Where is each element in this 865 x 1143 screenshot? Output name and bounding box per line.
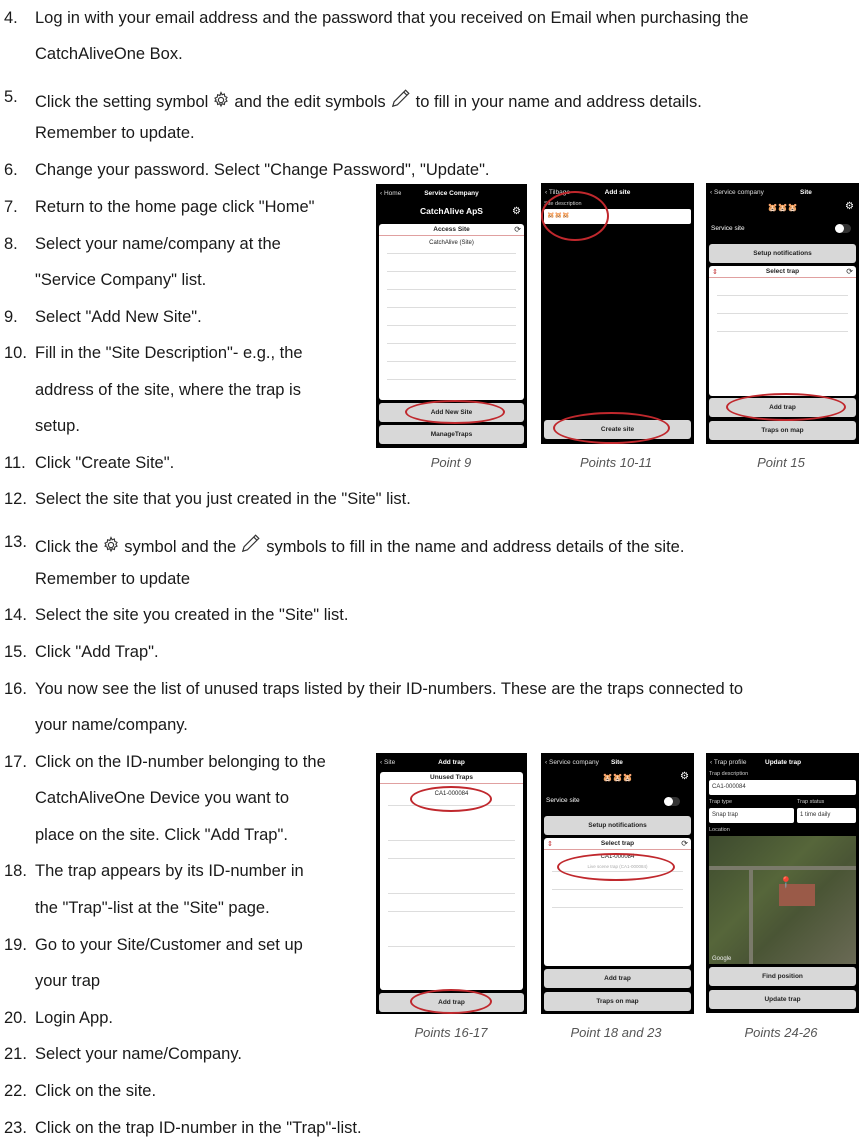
step-text: symbol and the [124, 538, 237, 556]
list-item[interactable]: CatchAlive (Site) [387, 236, 516, 254]
pencil-icon [240, 532, 262, 554]
map-brand: Google [712, 956, 732, 962]
step-number: 8. [4, 235, 18, 253]
trap-status-select[interactable]: 1 time daily [797, 808, 856, 823]
step-line [35, 532, 684, 557]
step-text: Select "Add New Site". [35, 308, 202, 326]
caption: Point 15 [757, 455, 805, 470]
trap-status-label: Trap status [797, 799, 825, 805]
step-text: Select the site you created in the "Site" list. [35, 606, 349, 624]
back-label: Trap profile [713, 759, 747, 766]
step-number: 9. [4, 308, 18, 326]
step-text: You now see the list of unused traps listed by their ID-numbers. These are the traps connected to [35, 680, 744, 698]
create-site-button[interactable]: Create site [544, 420, 691, 439]
caption: Points 10-11 [579, 455, 653, 470]
step-number: 10. [4, 344, 27, 362]
step-line [35, 971, 100, 991]
step-number: 12. [4, 490, 27, 508]
list-header: Select trap [709, 266, 856, 278]
nav-title: Site [800, 189, 812, 196]
back-button[interactable]: ‹ Service company [710, 189, 764, 196]
highlight-oval [410, 786, 492, 812]
step-line [35, 861, 304, 881]
step-text: address of the site, where the trap is [35, 381, 301, 399]
site-description-label: Site description [544, 201, 582, 207]
step-line [35, 1008, 113, 1028]
step-number: 6. [4, 161, 18, 179]
step-text: and the edit symbols [234, 93, 386, 111]
step-line [35, 307, 202, 327]
trap-description-label: Trap description [709, 771, 749, 777]
step-number: 20. [4, 1009, 27, 1027]
back-button[interactable]: ‹ Tilbage [545, 189, 570, 196]
traps-on-map-button[interactable]: Traps on map [709, 421, 856, 440]
step-text: your trap [35, 972, 101, 990]
step-number: 11. [4, 454, 26, 472]
add-trap-button[interactable]: Add trap [544, 969, 691, 988]
step-line [35, 416, 80, 436]
site-description-input[interactable]: 🐹🐹🐹 [544, 209, 691, 224]
location-label: Location [709, 827, 730, 833]
caption: Points 16-17 [414, 1025, 488, 1040]
step-line [35, 752, 326, 772]
step-line [35, 935, 303, 955]
trap-subtitle: Live scene trap (CA1-000084) [587, 864, 648, 869]
step-line [35, 715, 188, 735]
step-number: 18. [4, 862, 27, 880]
step-line [35, 1118, 362, 1138]
nav-title: Add trap [438, 759, 465, 766]
step-number: 17. [4, 753, 27, 771]
back-button[interactable]: ‹ Trap profile [710, 759, 747, 766]
gear-icon[interactable]: ⚙ [680, 771, 689, 782]
step-line [35, 270, 206, 290]
step-text: Click on the ID-number belonging to the [35, 753, 326, 771]
screenshot-add-trap [376, 753, 527, 1014]
step-text: Select your name/company at the [35, 235, 281, 253]
screenshot-service-company [376, 184, 527, 448]
step-line [35, 8, 749, 28]
refresh-icon[interactable]: ⟳ [514, 225, 521, 234]
step-text: to fill in your name and address details. [415, 93, 702, 111]
step-text: Click "Add Trap". [35, 643, 159, 661]
step-line [35, 123, 195, 143]
add-trap-button[interactable]: Add trap [709, 398, 856, 417]
step-number: 15. [4, 643, 27, 661]
highlight-oval [410, 989, 492, 1014]
satellite-map[interactable] [709, 836, 856, 964]
step-text: CatchAliveOne Box. [35, 45, 183, 63]
back-label: Tilbage [548, 189, 570, 196]
sort-icon[interactable]: ⇕ [712, 269, 718, 276]
add-trap-button[interactable]: Add trap [379, 993, 524, 1012]
step-line [35, 160, 490, 180]
gear-icon [102, 536, 120, 554]
nav-title: Service Company [424, 190, 479, 197]
back-button[interactable]: ‹ Site [380, 759, 396, 766]
step-text: setup. [35, 417, 80, 435]
service-site-toggle[interactable] [835, 224, 851, 233]
step-line [35, 343, 303, 363]
step-number: 13. [4, 533, 27, 551]
setup-notifications-button[interactable]: Setup notifications [709, 244, 856, 263]
highlight-oval [541, 191, 609, 241]
caption: Point 18 and 23 [570, 1025, 662, 1040]
step-line [35, 679, 743, 699]
highlight-oval [557, 853, 675, 881]
list-item-trap[interactable]: CA1-000084 [388, 784, 515, 806]
gear-icon[interactable]: ⚙ [845, 201, 854, 212]
service-site-label: Service site [711, 225, 745, 232]
find-position-button[interactable]: Find position [709, 967, 856, 986]
back-label: Site [383, 759, 396, 766]
back-home[interactable]: ‹ Home [380, 190, 402, 197]
screenshot-site-with-trap [541, 753, 694, 1014]
step-line [35, 380, 301, 400]
back-label: Service company [713, 189, 764, 196]
step-line [35, 788, 289, 808]
step-text: CatchAliveOne Device you want to [35, 789, 290, 807]
nav-title: Add site [604, 189, 631, 196]
step-number: 7. [4, 198, 18, 216]
step-line [35, 642, 159, 662]
site-name: 🐹🐹🐹 [767, 203, 798, 212]
refresh-icon[interactable]: ⟳ [681, 839, 688, 848]
step-text: Click on the site. [35, 1082, 157, 1100]
pencil-icon [390, 87, 412, 109]
manage-traps-button[interactable]: ManageTraps [379, 425, 524, 444]
step-text: The trap appears by its ID-number in [35, 862, 304, 880]
step-number: 22. [4, 1082, 27, 1100]
trap-type-label: Trap type [709, 799, 733, 805]
traps-on-map-button[interactable]: Traps on map [544, 992, 691, 1011]
step-text: Fill in the "Site Description"- e.g., the [35, 344, 303, 362]
step-text: Go to your Site/Customer and set up [35, 936, 303, 954]
caption: Points 24-26 [744, 1025, 818, 1040]
step-line [35, 605, 348, 625]
highlight-oval [405, 400, 505, 424]
step-line [35, 1081, 156, 1101]
step-number: 19. [4, 936, 27, 954]
step-text: Select the site that you just created in the "Site" list. [35, 490, 411, 508]
refresh-icon[interactable]: ⟳ [846, 267, 853, 276]
step-text: Click on the trap ID-number in the "Trap"-list. [35, 1119, 362, 1137]
step-number: 23. [4, 1119, 27, 1137]
step-text: the "Trap"-list at the "Site" page. [35, 899, 270, 917]
service-site-label: Service site [546, 797, 580, 804]
caption: Point 9 [430, 455, 472, 470]
step-line [35, 898, 270, 918]
step-text: Change your password. Select "Change Password", "Update". [35, 161, 490, 179]
setup-notifications-button[interactable]: Setup notifications [544, 816, 691, 835]
step-line [35, 44, 183, 64]
step-line [35, 1044, 242, 1064]
step-line [35, 197, 315, 217]
list-header: Access Site [379, 224, 524, 236]
step-text: Remember to update [35, 570, 191, 588]
list-header: Select trap [544, 838, 691, 850]
step-line [35, 489, 411, 509]
step-text: Click "Create Site". [35, 454, 175, 472]
step-line [35, 569, 190, 589]
trap-type-select[interactable]: Snap trap [709, 808, 794, 823]
company-heading: CatchAlive ApS [420, 206, 483, 216]
step-number: 16. [4, 680, 27, 698]
step-text: symbols to fill in the name and address details of the site. [266, 538, 685, 556]
back-label: Service company [548, 759, 599, 766]
nav-title: Site [611, 759, 623, 766]
step-line [35, 87, 702, 112]
step-text: Click the setting symbol [35, 93, 209, 111]
screenshot-update-trap [706, 753, 859, 1013]
step-line [35, 453, 174, 473]
step-line [35, 825, 288, 845]
back-button[interactable]: ‹ Service company [545, 759, 599, 766]
update-trap-button[interactable]: Update trap [709, 990, 856, 1009]
site-name: 🐹🐹🐹 [602, 773, 633, 782]
service-site-toggle[interactable] [664, 797, 680, 806]
sort-icon[interactable]: ⇕ [547, 841, 553, 848]
highlight-oval [553, 412, 670, 444]
step-number: 14. [4, 606, 27, 624]
step-text: "Service Company" list. [35, 271, 207, 289]
gear-icon [212, 91, 230, 109]
step-text: Login App. [35, 1009, 113, 1027]
back-label: Home [383, 190, 402, 197]
nav-title: Update trap [765, 759, 802, 766]
step-text: Remember to update. [35, 124, 195, 142]
map-pin-icon: 📍 [779, 877, 793, 889]
step-number: 5. [4, 88, 18, 106]
trap-id: CA1-000084 [600, 854, 635, 860]
step-line [35, 234, 281, 254]
screenshot-add-site [541, 183, 694, 444]
gear-icon[interactable]: ⚙ [512, 206, 521, 217]
step-number: 4. [4, 9, 18, 27]
step-text: Log in with your email address and the password that you received on Email when purchasing the [35, 9, 749, 27]
screenshot-site [706, 183, 859, 444]
step-text: Return to the home page click "Home" [35, 198, 315, 216]
step-text: place on the site. Click "Add Trap". [35, 826, 288, 844]
step-text: Click the [35, 538, 99, 556]
list-header: Unused Traps [380, 772, 523, 784]
add-new-site-button[interactable]: Add New Site [379, 403, 524, 422]
step-text: your name/company. [35, 716, 188, 734]
step-number: 21. [4, 1045, 27, 1063]
step-text: Select your name/Company. [35, 1045, 242, 1063]
trap-description-input[interactable]: CA1-000084 [709, 780, 856, 795]
highlight-oval [726, 393, 846, 421]
